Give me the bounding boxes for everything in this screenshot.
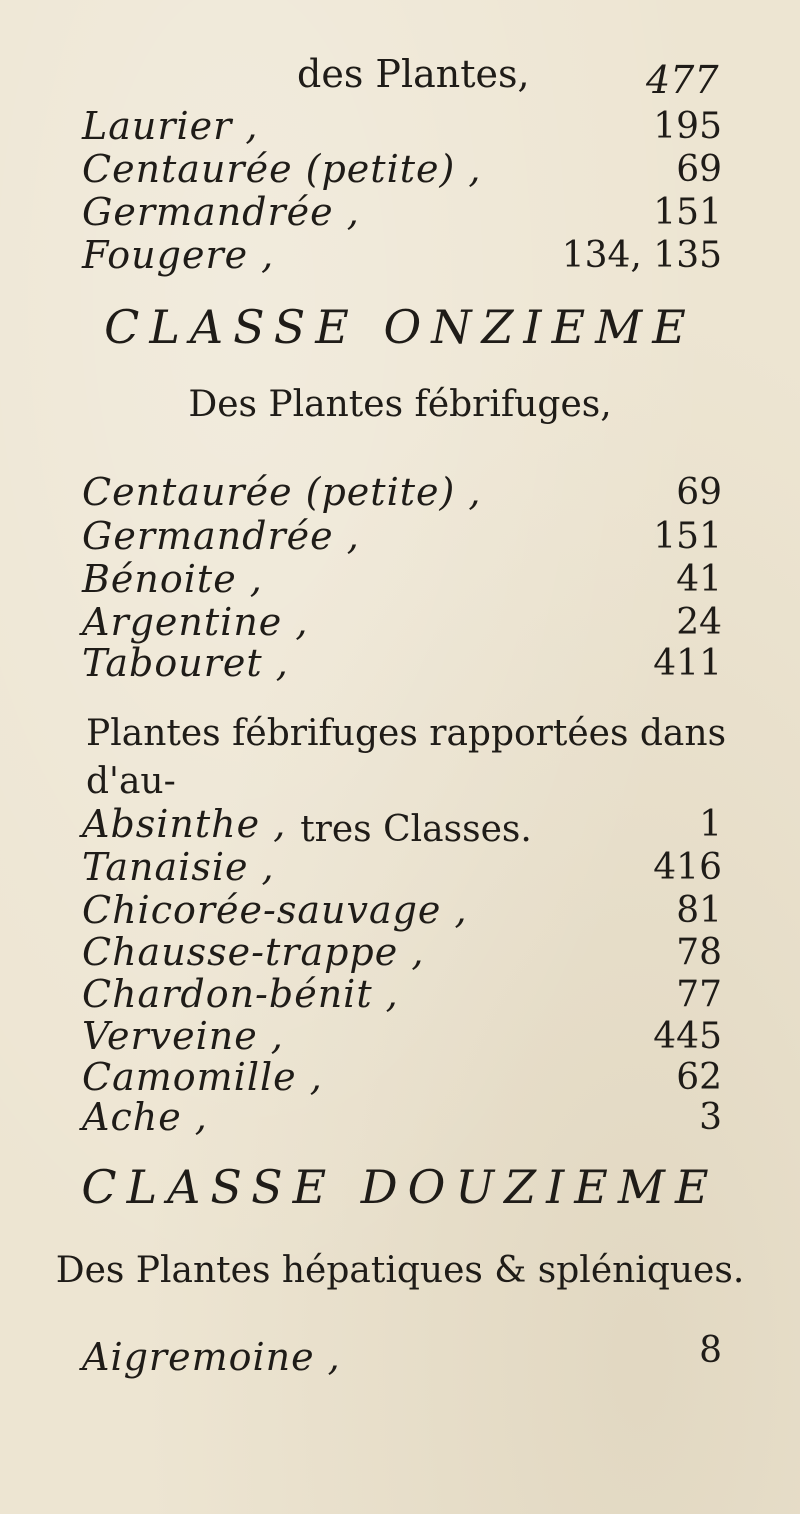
class-subtitle: Des Plantes hépatiques & spléniques. <box>55 1250 745 1291</box>
list-item-name: Camomille , <box>82 1055 323 1099</box>
list-item-page: 195 <box>653 106 722 147</box>
list-item-page: 78 <box>676 932 722 973</box>
list-item-name: Absinthe , <box>82 802 287 846</box>
list-item-name: Bénoite , <box>82 557 263 601</box>
list-item-name: Centaurée (petite) , <box>82 470 482 514</box>
list-item-page: 151 <box>653 516 722 557</box>
list-item-name: Fougere , <box>82 233 275 277</box>
related-heading-line2: tres Classes. <box>300 809 532 850</box>
list-item-page: 24 <box>676 602 722 643</box>
related-heading-line1: Plantes fébrifuges rapportées dans d'au- <box>86 713 727 802</box>
list-item-page: 62 <box>676 1057 722 1098</box>
list-item-name: Aigremoine , <box>82 1335 341 1379</box>
list-item-page: 77 <box>676 974 722 1015</box>
list-item-name: Ache , <box>82 1095 208 1139</box>
list-item-page: 416 <box>653 847 722 888</box>
list-item-page: 41 <box>676 559 722 600</box>
list-item-name: Chausse-trappe , <box>82 930 425 974</box>
list-item-page: 69 <box>676 472 722 513</box>
list-item-name: Germandrée , <box>82 514 360 558</box>
list-item-name: Chardon-bénit , <box>82 972 399 1016</box>
list-item-name: Argentine , <box>82 600 309 644</box>
list-item-page: 1 <box>699 804 722 845</box>
list-item-name: Laurier , <box>82 104 259 148</box>
list-item-page: 445 <box>653 1016 722 1057</box>
list-item-page: 69 <box>676 149 722 190</box>
list-item-name: Verveine , <box>82 1014 284 1058</box>
list-item-name: Tanaisie , <box>82 845 275 889</box>
list-item-page: 3 <box>699 1097 722 1138</box>
list-item-page: 411 <box>653 643 722 684</box>
list-item-page: 151 <box>653 192 722 233</box>
list-item-name: Chicorée-sauvage , <box>82 888 468 932</box>
list-item-page: 81 <box>676 890 722 931</box>
class-heading: CLASSE ONZIEME <box>104 300 696 354</box>
list-item-page: 8 <box>699 1330 722 1371</box>
page-number: 477 <box>646 58 719 102</box>
list-item-name: Germandrée , <box>82 190 360 234</box>
running-header-title: des Plantes, <box>297 52 530 96</box>
class-heading: CLASSE DOUZIEME <box>81 1160 719 1214</box>
list-item-page: 134, 135 <box>561 235 722 276</box>
list-item-name: Tabouret , <box>82 641 289 685</box>
class-subtitle: Des Plantes fébrifuges, <box>188 384 612 425</box>
list-item-name: Centaurée (petite) , <box>82 147 482 191</box>
